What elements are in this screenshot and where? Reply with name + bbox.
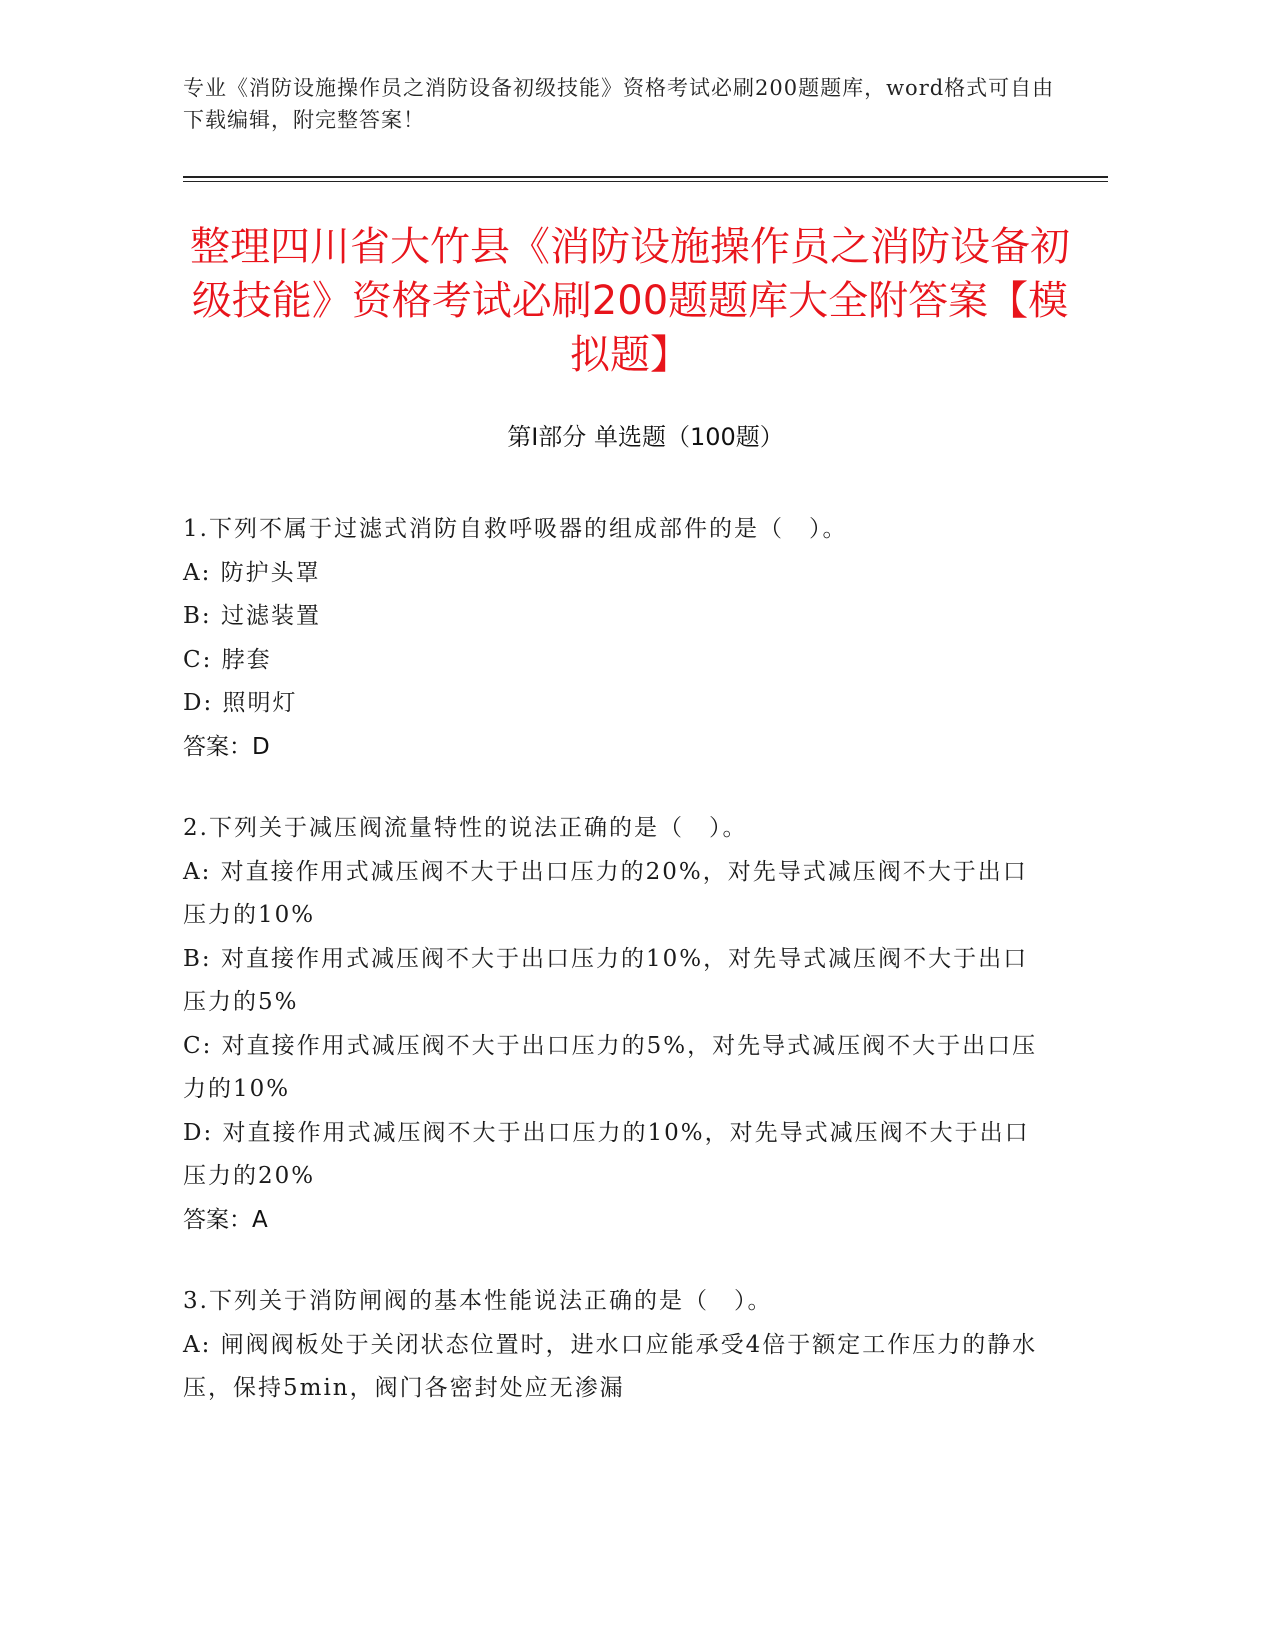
question-2 xyxy=(183,807,1043,1242)
question-3 xyxy=(183,1280,1043,1411)
question-list xyxy=(183,508,1043,1449)
question-stem: 2.下列关于减压阀流量特性的说法正确的是（ ）。 xyxy=(183,815,748,841)
document-title: 整理四川省大竹县《消防设施操作员之消防设备初级技能》资格考试必刷200题题库大全附答案【模拟题】 xyxy=(190,224,1070,378)
question-stem: 3.下列关于消防闸阀的基本性能说法正确的是（ ）。 xyxy=(183,1288,773,1314)
answer: 答案：A xyxy=(183,1206,268,1233)
option-c: C: 脖套 xyxy=(183,646,272,673)
option-b: B: 对直接作用式减压阀不大于出口压力的10%，对先导式减压阀不大于出口压力的5% xyxy=(183,945,1029,1015)
option-d: D: 对直接作用式减压阀不大于出口压力的10%，对先导式减压阀不大于出口压力的20% xyxy=(183,1119,1030,1189)
option-a: A: 对直接作用式减压阀不大于出口压力的20%，对先导式减压阀不大于出口压力的10% xyxy=(183,858,1028,928)
header-note: 专业《消防设施操作员之消防设备初级技能》资格考试必刷200题题库，word格式可自由下载编辑，附完整答案！ xyxy=(183,76,1055,132)
section-heading: 第Ⅰ部分 单选题（100题） xyxy=(507,423,784,451)
option-c: C: 对直接作用式减压阀不大于出口压力的5%，对先导式减压阀不大于出口压力的10% xyxy=(183,1032,1038,1102)
question-stem: 1.下列不属于过滤式消防自救呼吸器的组成部件的是（ ）。 xyxy=(183,516,848,542)
question-1 xyxy=(183,508,1043,769)
header-divider-thick xyxy=(183,176,1108,178)
header-divider-thin xyxy=(183,181,1108,182)
option-d: D: 照明灯 xyxy=(183,690,298,716)
option-b: B: 过滤装置 xyxy=(183,603,321,629)
option-a: A: 闸阀阀板处于关闭状态位置时，进水口应能承受4倍于额定工作压力的静水压，保持5min，阀门各密封处应无渗漏 xyxy=(183,1331,1038,1401)
option-a: A: 防护头罩 xyxy=(183,559,321,586)
answer: 答案：D xyxy=(183,733,270,760)
